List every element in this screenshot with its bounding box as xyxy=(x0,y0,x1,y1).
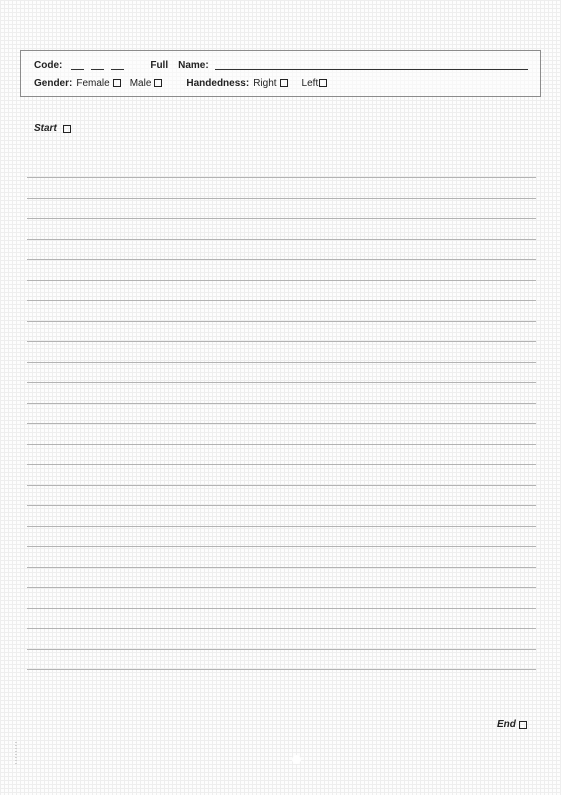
female-label: Female xyxy=(76,78,110,89)
writing-line xyxy=(27,649,536,650)
writing-line xyxy=(27,218,536,219)
name-label: Name: xyxy=(178,60,209,71)
page-dot xyxy=(292,755,301,764)
writing-line xyxy=(27,198,536,199)
writing-line xyxy=(27,444,536,445)
writing-line xyxy=(27,259,536,260)
start-label: Start xyxy=(34,123,57,134)
writing-line xyxy=(27,341,536,342)
writing-line xyxy=(27,505,536,506)
writing-line xyxy=(27,382,536,383)
writing-line xyxy=(27,464,536,465)
end-checkbox[interactable] xyxy=(519,721,527,729)
writing-line xyxy=(27,403,536,404)
male-label: Male xyxy=(129,78,152,89)
code-label: Code: xyxy=(34,60,63,71)
writing-line xyxy=(27,239,536,240)
writing-line xyxy=(27,485,536,486)
writing-line xyxy=(27,628,536,629)
left-label: Left xyxy=(301,78,319,89)
end-label: End xyxy=(497,719,516,730)
right-label: Right xyxy=(253,78,277,89)
writing-line xyxy=(27,608,536,609)
gender-label: Gender: xyxy=(34,78,73,89)
writing-area[interactable] xyxy=(27,0,536,795)
end-marker xyxy=(497,719,527,730)
writing-line xyxy=(27,362,536,363)
writing-line xyxy=(27,280,536,281)
writing-line xyxy=(27,321,536,322)
writing-line xyxy=(27,177,536,178)
writing-line xyxy=(27,587,536,588)
writing-line xyxy=(27,526,536,527)
writing-line xyxy=(27,423,536,424)
writing-line xyxy=(27,546,536,547)
writing-line xyxy=(27,669,536,670)
writing-line xyxy=(27,567,536,568)
full-label: Full xyxy=(150,60,169,71)
writing-line xyxy=(27,300,536,301)
margin-mark xyxy=(15,742,17,764)
handedness-label: Handedness: xyxy=(186,78,250,89)
